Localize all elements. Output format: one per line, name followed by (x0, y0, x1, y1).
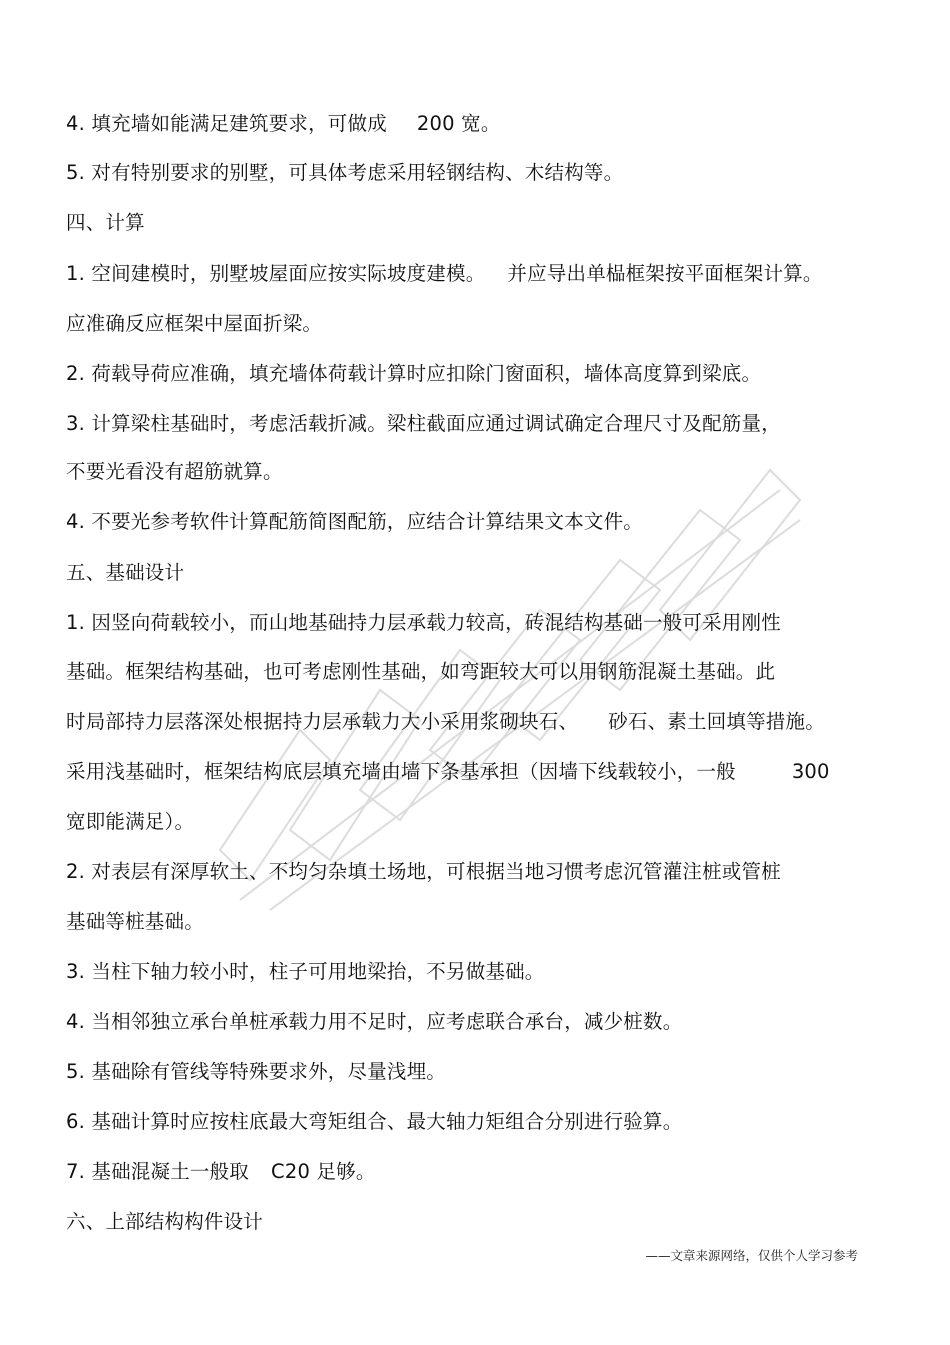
text-line: 2. 对表层有深厚软土、不均匀杂填土场地，可根据当地习惯考虑沉管灌注桩或管桩 (66, 860, 781, 883)
text-line: 应准确反应框架中屋面折梁。 (66, 312, 323, 335)
text-line: 基础。框架结构基础，也可考虑刚性基础，如弯距较大可以用钢筋混凝土基础。此 (66, 660, 776, 683)
text-line: 4. 当相邻独立承台单桩承载力用不足时，应考虑联合承台，减少桩数。 (66, 1010, 683, 1033)
section-heading: 五、基础设计 (66, 561, 185, 584)
text-line: 5. 基础除有管线等特殊要求外，尽量浅埋。 (66, 1060, 447, 1083)
text-line: 4. 填充墙如能满足建筑要求，可做成 200 宽。 (66, 112, 501, 135)
text-line: 1. 空间建模时，别墅坡屋面应按实际坡度建模。 并应导出单榀框架按平面框架计算。 (66, 262, 823, 285)
footer-note: ——文章来源网络，仅供个人学习参考 (645, 1248, 858, 1263)
text-line: 采用浅基础时，框架结构底层填充墙由墙下条基承担（因墙下线载较小，一般 300 (66, 760, 830, 783)
text-line: 3. 当柱下轴力较小时，柱子可用地梁抬，不另做基础。 (66, 960, 545, 983)
text-line: 宽即能满足）。 (66, 810, 195, 833)
text-line: 时局部持力层落深处根据持力层承载力大小采用浆砌块石、 砂石、素土回填等措施。 (66, 710, 825, 733)
text-line: 6. 基础计算时应按柱底最大弯矩组合、最大轴力矩组合分别进行验算。 (66, 1110, 683, 1133)
text-line: 3. 计算梁柱基础时，考虑活载折减。梁柱截面应通过调试确定合理尺寸及配筋量， (66, 412, 781, 435)
section-heading: 四、计算 (66, 211, 145, 234)
text-line: 5. 对有特别要求的别墅，可具体考虑采用轻钢结构、木结构等。 (66, 161, 624, 184)
text-line: 基础等桩基础。 (66, 910, 204, 933)
section-heading: 六、上部结构构件设计 (66, 1210, 264, 1233)
text-line: 1. 因竖向荷载较小，而山地基础持力层承载力较高，砖混结构基础一般可采用刚性 (66, 611, 781, 634)
text-line: 7. 基础混凝土一般取 C20 足够。 (66, 1160, 376, 1183)
text-line: 4. 不要光参考软件计算配筋简图配筋，应结合计算结果文本文件。 (66, 510, 644, 533)
text-line: 2. 荷载导荷应准确，填充墙体荷载计算时应扣除门窗面积，墙体高度算到梁底。 (66, 362, 762, 385)
text-line: 不要光看没有超筋就算。 (66, 460, 283, 483)
